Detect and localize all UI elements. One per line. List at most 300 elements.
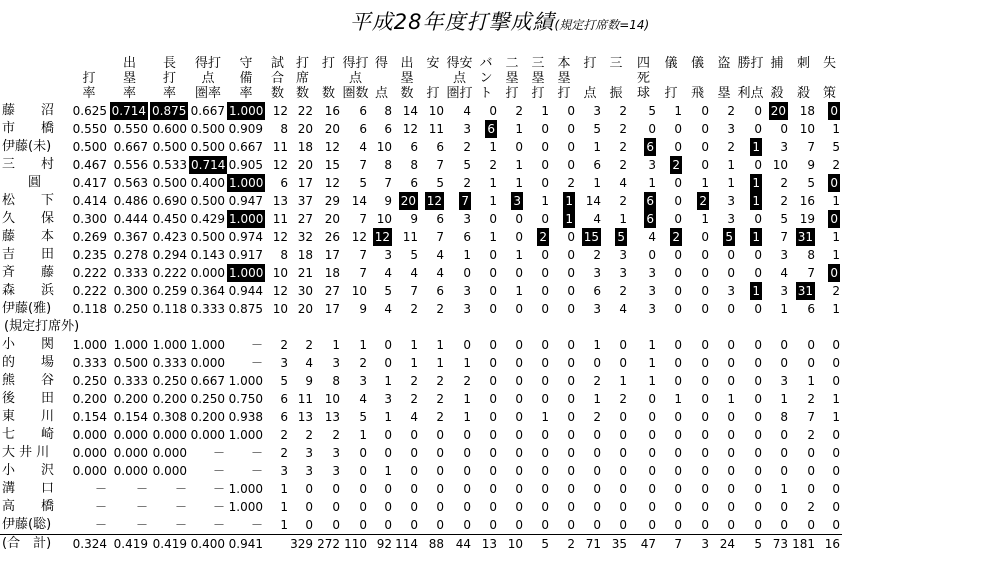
stat-value: 0 xyxy=(807,338,815,352)
stat-cell xyxy=(629,174,658,192)
column-header-line xyxy=(790,71,817,86)
stat-cell xyxy=(446,138,473,156)
stat-value: 0 xyxy=(780,446,788,460)
stat-value: 8 xyxy=(384,104,392,118)
player-name-text: (合 計) xyxy=(2,536,52,551)
stat-value: 2 xyxy=(832,284,840,298)
stat-value: 0 xyxy=(701,140,709,154)
player-name-text: 斉 藤 xyxy=(2,265,55,280)
stat-cell xyxy=(394,192,420,210)
stat-value: 2 xyxy=(593,248,601,262)
stat-value: 0 xyxy=(780,518,788,532)
stat-cell xyxy=(150,426,189,444)
stat-value: 0 xyxy=(832,356,840,370)
player-name xyxy=(0,535,69,554)
stat-cell xyxy=(69,246,109,264)
stat-value: 0 xyxy=(463,518,471,532)
stat-cell xyxy=(658,120,684,138)
stat-cell xyxy=(737,426,764,444)
stat-value: 1.000 xyxy=(190,338,225,352)
stat-value: 1 xyxy=(648,176,656,190)
stat-cell xyxy=(525,264,551,282)
stat-value: 0 xyxy=(384,338,392,352)
stat-cell xyxy=(629,444,658,462)
stat-value: 3 xyxy=(384,248,392,262)
stat-cell xyxy=(189,372,227,390)
stat-value: 0.000 xyxy=(190,266,225,280)
stat-cell xyxy=(369,282,394,300)
stat-value: 12 xyxy=(324,140,340,154)
stat-value: 21 xyxy=(297,266,313,280)
stat-cell xyxy=(473,264,499,282)
stat-value: 2 xyxy=(619,122,627,136)
stat-cell xyxy=(150,516,189,535)
player-name-text: 圓 xyxy=(2,175,42,190)
stat-cell xyxy=(551,498,577,516)
stat-value: 3 xyxy=(463,122,471,136)
column-header-line: 点 xyxy=(201,71,215,86)
stat-cell xyxy=(369,138,394,156)
stat-cell xyxy=(499,192,525,210)
stat-value: 0.500 xyxy=(190,140,225,154)
stat-value: 2 xyxy=(539,230,547,244)
column-header-line: 塁 xyxy=(505,71,519,86)
stat-value: 0 xyxy=(384,518,392,532)
stat-value: － xyxy=(250,356,263,370)
stat-cell xyxy=(69,516,109,535)
stat-value: 14 xyxy=(402,104,418,118)
stat-value: 0 xyxy=(541,140,549,154)
stat-value: － xyxy=(94,500,107,514)
stat-cell xyxy=(109,300,150,318)
stat-cell xyxy=(369,426,394,444)
column-header-line: 塁 xyxy=(400,71,414,86)
stat-value: 0 xyxy=(305,518,313,532)
stat-cell xyxy=(109,336,150,354)
stat-cell xyxy=(150,372,189,390)
stat-cell xyxy=(764,210,790,228)
stat-value: 12 xyxy=(426,194,442,208)
stat-value: 1 xyxy=(832,230,840,244)
stat-cell xyxy=(394,138,420,156)
stat-value: 0 xyxy=(780,356,788,370)
column-header-line xyxy=(420,71,446,86)
stat-cell xyxy=(394,120,420,138)
stat-cell xyxy=(446,336,473,354)
stat-cell xyxy=(290,264,315,282)
player-name-text: 三 村 xyxy=(2,157,55,172)
stat-cell xyxy=(577,174,603,192)
column-header-line xyxy=(737,71,764,86)
stat-value: 0 xyxy=(727,266,735,280)
stat-cell xyxy=(446,228,473,246)
column-header-line: 点 xyxy=(452,71,466,86)
stat-value: 5 xyxy=(280,374,288,388)
stat-value: 0 xyxy=(489,482,497,496)
stat-cell xyxy=(525,535,551,554)
stat-cell xyxy=(577,120,603,138)
stat-cell xyxy=(420,336,446,354)
stat-cell xyxy=(369,102,394,120)
column-header-line xyxy=(369,71,394,86)
stat-value: 2 xyxy=(619,104,627,118)
stat-cell xyxy=(369,516,394,535)
stat-value: 1 xyxy=(674,104,682,118)
stat-value: 0 xyxy=(567,248,575,262)
stat-cell xyxy=(603,480,629,498)
stat-value: 0 xyxy=(489,392,497,406)
stat-value: 0 xyxy=(701,518,709,532)
column-header-line: 振 xyxy=(609,86,623,101)
stat-value: 0.419 xyxy=(152,537,187,551)
stat-value: 1 xyxy=(619,374,627,388)
column-header-line: 策 xyxy=(822,86,836,101)
stat-value: 0.875 xyxy=(152,104,187,118)
stat-cell xyxy=(473,120,499,138)
stat-cell xyxy=(684,192,711,210)
stat-cell xyxy=(315,264,342,282)
stat-value: 6 xyxy=(463,230,471,244)
stat-value: 1.000 xyxy=(229,266,264,280)
stat-value: 1 xyxy=(832,248,840,262)
stat-cell xyxy=(69,102,109,120)
stat-cell xyxy=(473,138,499,156)
stat-cell xyxy=(394,516,420,535)
stat-value: 0 xyxy=(541,446,549,460)
column-header-line: 飛 xyxy=(690,86,704,101)
column-header-line: 塁 xyxy=(557,71,571,86)
stat-cell xyxy=(369,354,394,372)
stat-cell xyxy=(420,372,446,390)
stat-cell xyxy=(342,408,369,426)
stat-cell xyxy=(790,120,817,138)
stat-value: 1 xyxy=(541,104,549,118)
stat-value: 1 xyxy=(727,158,735,172)
stat-value: 4 xyxy=(436,248,444,262)
player-name-text: 森 浜 xyxy=(2,283,55,298)
stat-cell xyxy=(737,264,764,282)
stat-value: 0 xyxy=(332,500,340,514)
stat-value: 35 xyxy=(611,537,627,551)
player-name-text: 市 橋 xyxy=(2,121,55,136)
stat-cell xyxy=(189,480,227,498)
stat-cell xyxy=(394,354,420,372)
stat-value: 18 xyxy=(297,248,313,262)
stat-value: 2 xyxy=(436,410,444,424)
column-header-line: 打 xyxy=(505,86,519,101)
stat-cell xyxy=(315,300,342,318)
stat-value: 0 xyxy=(541,518,549,532)
stat-value: 0 xyxy=(754,356,762,370)
stat-cell xyxy=(342,300,369,318)
stat-value: 2 xyxy=(619,284,627,298)
stat-cell xyxy=(603,354,629,372)
stat-cell xyxy=(790,354,817,372)
stat-cell xyxy=(764,192,790,210)
stat-value: 0 xyxy=(515,446,523,460)
stat-cell xyxy=(420,156,446,174)
stat-cell xyxy=(684,354,711,372)
stat-value: 0 xyxy=(593,446,601,460)
stat-value: 14 xyxy=(351,194,367,208)
stat-cell xyxy=(150,462,189,480)
stat-cell xyxy=(342,228,369,246)
stat-cell xyxy=(265,372,290,390)
stat-cell xyxy=(764,246,790,264)
column-header-line: ト xyxy=(479,86,493,101)
stat-cell xyxy=(150,138,189,156)
stat-cell xyxy=(711,282,737,300)
column-header-line: 殺 xyxy=(796,86,810,101)
stat-cell xyxy=(684,408,711,426)
stat-cell xyxy=(189,138,227,156)
stat-cell xyxy=(69,282,109,300)
stat-value: 7 xyxy=(359,248,367,262)
player-name xyxy=(0,444,69,462)
column-header xyxy=(629,46,658,102)
stat-value: 0.667 xyxy=(190,374,225,388)
stat-value: 9 xyxy=(359,302,367,316)
stat-value: 20 xyxy=(770,104,786,118)
stat-value: 1 xyxy=(463,392,471,406)
stat-value: 0 xyxy=(489,464,497,478)
stat-value: 11 xyxy=(428,122,444,136)
stat-cell xyxy=(265,174,290,192)
stat-value: 73 xyxy=(772,537,788,551)
stat-value: 0 xyxy=(359,482,367,496)
stat-cell xyxy=(525,120,551,138)
stat-cell xyxy=(551,535,577,554)
stat-cell xyxy=(369,535,394,554)
stat-value: 0 xyxy=(541,356,549,370)
stat-value: 0 xyxy=(593,500,601,514)
stat-cell xyxy=(394,408,420,426)
stat-cell xyxy=(551,462,577,480)
stat-cell xyxy=(790,102,817,120)
stat-value: 0 xyxy=(780,464,788,478)
stat-cell xyxy=(658,516,684,535)
player-name-text: 的 場 xyxy=(2,355,55,370)
stat-cell xyxy=(790,282,817,300)
stat-value: 1 xyxy=(727,392,735,406)
stat-value: 3 xyxy=(727,284,735,298)
stat-cell xyxy=(817,174,842,192)
stat-cell xyxy=(473,246,499,264)
stat-value: 3 xyxy=(780,248,788,262)
stat-value: 1 xyxy=(280,500,288,514)
stat-cell xyxy=(189,120,227,138)
stat-cell xyxy=(525,228,551,246)
column-header-line: 長 xyxy=(162,56,176,71)
stat-cell xyxy=(603,390,629,408)
stat-cell xyxy=(603,120,629,138)
stat-value: 0 xyxy=(567,122,575,136)
stat-value: 6 xyxy=(436,140,444,154)
stat-cell xyxy=(227,354,265,372)
stat-cell xyxy=(551,408,577,426)
stat-cell xyxy=(473,480,499,498)
stat-value: 0 xyxy=(332,482,340,496)
stat-cell xyxy=(446,426,473,444)
stat-cell xyxy=(711,120,737,138)
stat-cell xyxy=(603,156,629,174)
stat-value: 0 xyxy=(701,482,709,496)
stat-cell xyxy=(684,102,711,120)
stat-value: 6 xyxy=(593,284,601,298)
player-name xyxy=(0,192,69,210)
stat-cell xyxy=(684,516,711,535)
stat-value: 1 xyxy=(701,176,709,190)
total-row xyxy=(0,535,842,554)
column-header-line: 儀 xyxy=(690,56,704,71)
stat-value: 6 xyxy=(280,176,288,190)
stat-cell xyxy=(525,300,551,318)
stat-value: 20 xyxy=(400,194,416,208)
stat-value: 0 xyxy=(489,338,497,352)
stat-value: 2 xyxy=(672,158,680,172)
stat-cell xyxy=(265,354,290,372)
stat-value: 0 xyxy=(593,428,601,442)
stat-cell xyxy=(764,444,790,462)
stat-cell xyxy=(764,372,790,390)
stat-cell xyxy=(525,498,551,516)
stat-cell xyxy=(817,300,842,318)
stat-cell xyxy=(265,480,290,498)
column-header-line xyxy=(684,71,711,86)
stat-cell xyxy=(764,336,790,354)
stat-value: 5 xyxy=(436,176,444,190)
stat-value: 4 xyxy=(780,266,788,280)
stat-value: 6 xyxy=(410,140,418,154)
stat-cell xyxy=(420,174,446,192)
stat-cell xyxy=(790,498,817,516)
stat-value: 0 xyxy=(541,464,549,478)
stat-cell xyxy=(737,498,764,516)
stat-value: 0 xyxy=(410,518,418,532)
stat-value: 6 xyxy=(384,122,392,136)
stat-value: 0 xyxy=(674,212,682,226)
column-header-line: 死 xyxy=(636,71,650,86)
stat-cell xyxy=(499,390,525,408)
stat-cell xyxy=(684,282,711,300)
stat-value: 11 xyxy=(272,140,288,154)
stat-value: 3 xyxy=(359,374,367,388)
column-header-line: 数 xyxy=(321,86,335,101)
stat-cell xyxy=(109,462,150,480)
stat-cell xyxy=(473,174,499,192)
column-header-line: 圏数 xyxy=(342,86,369,101)
stat-cell xyxy=(473,426,499,444)
stat-cell xyxy=(109,192,150,210)
stat-value: 1 xyxy=(541,194,549,208)
stat-value: 1 xyxy=(463,356,471,370)
stat-cell xyxy=(420,282,446,300)
stat-cell xyxy=(737,102,764,120)
stat-cell xyxy=(790,138,817,156)
stat-value: 0 xyxy=(727,248,735,262)
stat-cell xyxy=(109,210,150,228)
stat-cell xyxy=(290,516,315,535)
stat-cell xyxy=(629,228,658,246)
column-header-line: 打 xyxy=(664,86,678,101)
stat-cell xyxy=(525,444,551,462)
stat-value: 32 xyxy=(297,230,313,244)
stat-value: 0 xyxy=(701,464,709,478)
stat-cell xyxy=(342,354,369,372)
stat-cell xyxy=(603,498,629,516)
stat-value: 4 xyxy=(359,392,367,406)
stat-cell xyxy=(290,498,315,516)
player-row xyxy=(0,210,842,228)
stat-value: 0 xyxy=(754,122,762,136)
stat-cell xyxy=(227,120,265,138)
stat-cell xyxy=(603,246,629,264)
stat-cell xyxy=(342,372,369,390)
stat-value: 3 xyxy=(648,158,656,172)
stat-value: 26 xyxy=(324,230,340,244)
stat-value: 1 xyxy=(752,140,760,154)
stat-cell xyxy=(525,480,551,498)
stat-cell xyxy=(369,300,394,318)
stat-cell xyxy=(525,282,551,300)
stat-cell xyxy=(711,516,737,535)
stat-cell xyxy=(189,156,227,174)
stat-value: 0 xyxy=(727,356,735,370)
stat-cell xyxy=(150,120,189,138)
stat-cell xyxy=(109,498,150,516)
stat-cell xyxy=(69,138,109,156)
stat-value: 9 xyxy=(807,158,815,172)
stat-cell xyxy=(394,498,420,516)
stat-cell xyxy=(315,408,342,426)
player-row xyxy=(0,426,842,444)
stat-value: 3 xyxy=(648,266,656,280)
stat-value: 1 xyxy=(384,464,392,478)
stat-cell xyxy=(290,138,315,156)
stat-value: 10 xyxy=(324,392,340,406)
column-header-line: 三 xyxy=(609,56,623,71)
stat-value: 0 xyxy=(541,266,549,280)
player-name-text: 松 下 xyxy=(2,193,55,208)
stat-cell xyxy=(265,156,290,174)
stat-value: 1 xyxy=(648,338,656,352)
stat-value: 2 xyxy=(305,428,313,442)
stat-value: 0 xyxy=(648,446,656,460)
stat-value: 1 xyxy=(565,212,573,226)
stat-cell xyxy=(342,480,369,498)
stat-value: 0 xyxy=(807,518,815,532)
stat-value: 0 xyxy=(463,446,471,460)
stat-cell xyxy=(369,372,394,390)
stat-cell xyxy=(315,462,342,480)
stat-value: 1 xyxy=(701,212,709,226)
stat-cell xyxy=(109,264,150,282)
column-header-line: 圏率 xyxy=(194,86,221,101)
stat-value: 14 xyxy=(585,194,601,208)
stat-value: 1 xyxy=(648,374,656,388)
stat-value: 4 xyxy=(648,230,656,244)
stat-value: 0 xyxy=(701,446,709,460)
stat-value: 0 xyxy=(727,374,735,388)
stat-value: 0 xyxy=(515,410,523,424)
player-name-text: 溝 口 xyxy=(2,481,55,496)
column-header xyxy=(551,46,577,102)
stat-cell xyxy=(473,192,499,210)
column-header-line: ン xyxy=(479,71,493,86)
stat-cell xyxy=(603,192,629,210)
stat-cell xyxy=(342,138,369,156)
stat-value: 4 xyxy=(384,266,392,280)
